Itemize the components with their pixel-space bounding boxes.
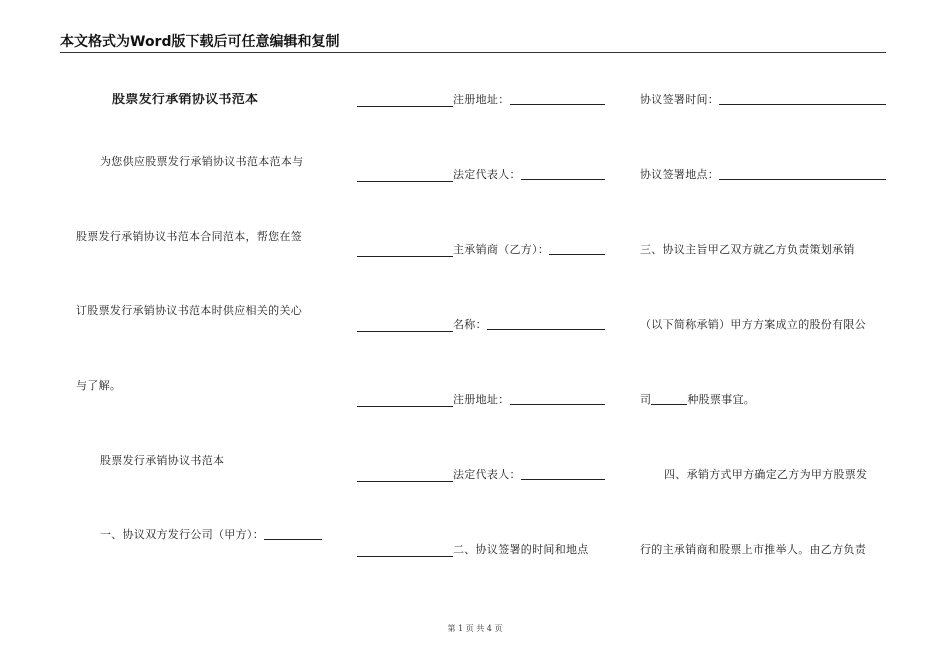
item-2-label: 二、协议签署的时间和地点 [453,543,589,556]
item-4-line-1: 四、承销方式甲方确定乙方为甲方股票发 [664,468,868,481]
reg-address-line-2 [357,393,605,407]
item-4-line-2: 行的主承销商和股票上市推举人。由乙方负责 [640,543,866,556]
item-2-line [357,543,605,557]
fill-blank [357,170,453,182]
underwriter-label: 主承销商（乙方）： [453,243,550,256]
fill-blank [510,393,606,405]
fill-blank [357,470,453,482]
item-3-line-1: 三、协议主旨甲乙双方就乙方负责策划承销 [640,243,855,256]
sign-time-label: 协议签署时间： [640,93,720,106]
reg-address-label-2: 注册地址： [453,393,510,406]
column-3 [640,0,886,672]
reg-address-label-1: 注册地址： [453,93,510,106]
fill-blank [521,168,605,180]
document-header: 本文格式为Word版下载后可任意编辑和复制 [60,33,886,53]
fill-blank [487,318,605,330]
fill-blank [510,93,606,105]
fill-blank [651,393,687,405]
reg-address-line-1 [357,93,605,107]
legal-rep-label-1: 法定代表人： [453,168,521,181]
name-line [357,318,605,332]
sign-time-line [640,93,886,107]
document-title: 股票发行承销协议书范本 [112,93,259,107]
item-3-line-3 [640,393,886,407]
fill-blank [521,468,605,480]
sign-place-line [640,168,886,182]
party-a-label: 一、协议双方发行公司（甲方）： [100,528,264,541]
fill-blank [357,320,453,332]
column-1 [76,0,326,672]
fill-blank [357,545,453,557]
sign-place-label: 协议签署地点： [640,168,720,181]
item-3-line-2: （以下简称承销）甲方方案成立的股份有限公 [640,318,866,331]
underwriter-line [357,243,605,257]
fill-blank [357,395,453,407]
fill-blank [264,528,322,540]
legal-rep-line-2 [357,468,605,482]
fill-blank [549,243,605,255]
section-subtitle: 股票发行承销协议书范本 [100,454,225,467]
column-2 [357,0,605,672]
legal-rep-label-2: 法定代表人： [453,468,521,481]
item-3-stock-label: 种股票事宜。 [687,393,756,406]
intro-line-1: 为您供应股票发行承销协议书范本范本与 [100,155,304,168]
fill-blank [719,93,886,105]
party-a-line [100,528,322,542]
name-label: 名称： [453,318,487,331]
legal-rep-line-1 [357,168,605,182]
intro-line-2: 股票发行承销协议书范本合同范本，帮您在签 [76,230,302,243]
fill-blank [719,168,886,180]
intro-line-3: 订股票发行承销协议书范本时供应相关的关心 [76,304,302,317]
fill-blank [357,95,453,107]
item-3-company-label: 司 [640,393,652,406]
page-footer: 第 1 页 共 4 页 [447,624,503,633]
intro-line-4: 与了解。 [76,379,122,392]
fill-blank [357,245,453,257]
